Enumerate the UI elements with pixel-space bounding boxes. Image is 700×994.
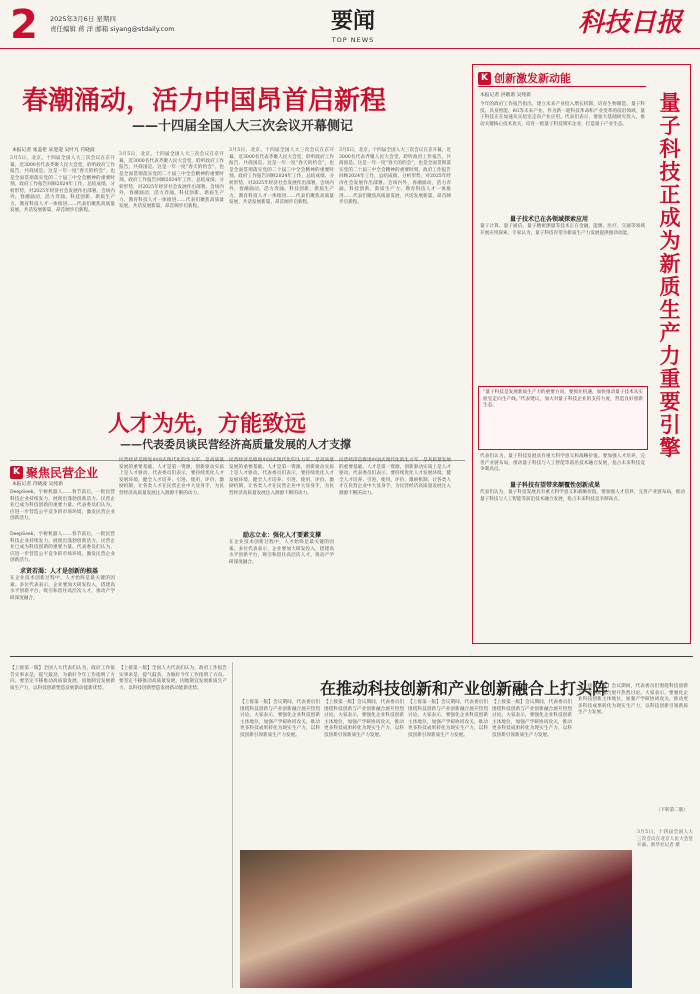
bottom-body-col4: 【上接第一版】会议期间，代表委员们围绕科技创新与产业创新融合展开热烈讨论。大家表示，要强化企业科技创新主体地位，加强产学研协同攻关，推动更多科技成果转化为现实生产力，以科技创新引领新质生产力发展。 [492,700,572,738]
main-byline: 本报记者 张盖伦 宋迎迎 吴叶凡 符晓波 [12,148,95,153]
box-body-1: 今年的政府工作报告指出，建立未来产业投入增长机制，培育生物制造、量子科技、具身智能、6G等未来产业。作为新一轮科技革命和产业变革的前沿领域，量子科技正在加速从实验室走向产业应用。代表们表示，要加大基础研究投入，推动关键核心技术攻关，培育一批量子科技领军企业，打造量子产业生态。 [480,102,645,127]
left-bottom-col1: 【上接第一版】全国人大代表们认为，政府工作报告实事求是、提气鼓劲，为做好今年工作指明了方向。要坚定不移推动高质量发展，因地制宜发展新质生产力，以科技创新塑造发展新动能新优势。 [10,666,115,691]
box-highlight-text: “量子科技是发展新质生产力的重要方向，要抓住机遇，加快推动量子技术从实验室走向生产线。”代表建议，加大对量子科技企业的支持力度，营造良好创新生态。 [483,390,643,408]
focus-byline: 本报记者 符晓波 吴纯新 [12,482,64,487]
main-subheadline: ——十四届全国人大三次会议开幕侧记 [132,119,354,134]
editor-info: 责任编辑 蒋 洋 邮箱 siyang@stdaily.com [50,25,175,33]
focus-body-col4: 民营经济是推进中国式现代化的生力军，是高质量发展的重要基础。人才是第一资源，创新驱动实质上是人才驱动。代表委员们表示，要持续优化人才发展环境，健全人才培养、引进、使用、评价、激励机制，让各类人才在民营企业中大显身手，为民营经济高质量发展注入源源不断的动力。 [339,458,451,496]
session-photo[interactable] [240,850,632,988]
focus-body-col2: 民营经济是推进中国式现代化的生力军，是高质量发展的重要基础。人才是第一资源，创新驱动实质上是人才驱动。代表委员们表示，要持续优化人才发展环境，健全人才培养、引进、使用、评价、激励机制，让各类人才在民营企业中大显身手，为民营经济高质量发展注入源源不断的动力。 [119,458,224,496]
focus-body-col1b: DeepSeek，宇树机器人……春节前后，一批民营科技企业持续发力，展现出蓬勃创新活力。民营企业已成为科技创新的重要力量。代表委员们认为，应进一步营造公平竞争的市场环境，激发民营企业创新活力。 [10,532,115,563]
second-headline[interactable]: 人才为先，方能致远 [108,412,307,437]
page-number: 2 [10,2,38,48]
box-body-3: 代表们认为，量子科技发展具有重大科学意义和战略价值。要加强人才培养，完善产业链布局，推动量子科技与人工智能等前沿技术融合发展，抢占未来科技竞争制高点。 [480,454,645,472]
vertical-headline[interactable]: 量子科技正成为新质生产力重要引擎 [659,91,681,460]
main-body-col1: 3月5日，北京。十四届全国人大三次会议在京开幕，近3000名代表齐聚人民大会堂，聆听政府工作报告，共商国是。这是一年一度“春天的约会”，也是全面贯彻落实党的二十届三中全会精神的重要时刻。政府工作报告回顾2024年工作，总结成绩、分析形势，对2025年经济社会发展作出部署。会场内外，春潮涌动，活力奔涌。科技创新、新质生产力、教育科技人才一体推进……代表们聚焦高质量发展，共话发展新篇，昂首阔步启新程。 [10,156,115,213]
bottom-headline[interactable]: 在推动科技创新和产业创新融合上打头阵 [320,679,609,698]
k-badge-icon: K [10,466,23,479]
main-headline[interactable]: 春潮涌动，活力中国昂首启新程 [22,86,387,116]
box-highlight [478,386,648,450]
photo-caption: 3月5日，十四届全国人大三次会议在北京人民大会堂开幕。新华社记者 摄 [637,830,693,848]
box-section-text: 创新激发新动能 [494,72,571,85]
focus-body-col1c: 在企业技术创新过程中，人才始终是最关键的因素。多位代表表示，企业要加大研发投入，搭建高水平创新平台，吸引和留住高层次人才，推动产学研深度融合。 [10,576,115,601]
k-badge-icon: K [478,72,491,85]
bottom-body-col3: 【上接第一版】会议期间，代表委员们围绕科技创新与产业创新融合展开热烈讨论。大家表示，要强化企业科技创新主体地位，加强产学研协同攻关，推动更多科技成果转化为现实生产力，以科技创新引领新质生产力发展。 [408,700,488,738]
focus-body-col3b: 在企业技术创新过程中，人才始终是最关键的因素。多位代表表示，企业要加大研发投入，搭建高水平创新平台，吸引和留住高层次人才，推动产学研深度融合。 [229,540,334,565]
focus-subheading: 求贤若渴：人才是创新的根基 [20,568,99,575]
continued-note: （下转第二版） [655,808,688,813]
bottom-body-col1: 【上接第一版】会议期间，代表委员们围绕科技创新与产业创新融合展开热烈讨论。大家表示，要强化企业科技创新主体地位，加强产学研协同攻关，推动更多科技成果转化为现实生产力，以科技创新引领新质生产力发展。 [240,700,320,738]
focus-body-col1: DeepSeek，宇树机器人……春节前后，一批民营科技企业持续发力，展现出蓬勃创新活力。民营企业已成为科技创新的重要力量。代表委员们认为，应进一步营造公平竞争的市场环境，激发民营企业创新活力。 [10,490,115,521]
box-body-2: 量子计算、量子通信、量子精密测量等技术正在金融、能源、医疗、交通等领域开展应用探索。专家认为，量子科技有望为新质生产力发展提供强劲动能。 [480,224,645,236]
main-body-col3: 3月5日，北京。十四届全国人大三次会议在京开幕，近3000名代表齐聚人民大会堂，聆听政府工作报告，共商国是。这是一年一度“春天的约会”，也是全面贯彻落实党的二十届三中全会精神的重要时刻。政府工作报告回顾2024年工作，总结成绩、分析形势，对2025年经济社会发展作出部署。会场内外，春潮涌动，活力奔涌。科技创新、新质生产力、教育科技人才一体推进……代表们聚焦高质量发展，共话发展新篇，昂首阔步启新程。 [229,148,334,205]
bottom-divider [10,656,693,657]
box-rule [478,86,646,87]
main-body-col2: 3月5日，北京。十四届全国人大三次会议在京开幕，近3000名代表齐聚人民大会堂，聆听政府工作报告，共商国是。这是一年一度“春天的约会”，也是全面贯彻落实党的二十届三中全会精神的重要时刻。政府工作报告回顾2024年工作，总结成绩、分析形势，对2025年经济社会发展作出部署。会场内外，春潮涌动，活力奔涌。科技创新、新质生产力、教育科技人才一体推进……代表们聚焦高质量发展，共话发展新篇，昂首阔步启新程。 [119,152,224,209]
second-subheadline: ——代表委员谈民营经济高质量发展的人才支撑 [120,438,351,451]
header-meta [50,14,175,34]
section-title: 要闻 [330,8,375,34]
box-body-4: 代表们认为，量子科技发展具有重大科学意义和战略价值。要加强人才培养，完善产业链布局，推动量子科技与人工智能等前沿技术融合发展，抢占未来科技竞争制高点。 [480,490,685,502]
focus-section-label [10,464,98,481]
header-rule [0,48,700,49]
main-body-col4: 3月5日，北京。十四届全国人大三次会议在京开幕，近3000名代表齐聚人民大会堂，聆听政府工作报告，共商国是。这是一年一度“春天的约会”，也是全面贯彻落实党的二十届三中全会精神的重要时刻。政府工作报告回顾2024年工作，总结成绩、分析形势，对2025年经济社会发展作出部署。会场内外，春潮涌动，活力奔涌。科技创新、新质生产力、教育科技人才一体推进……代表们聚焦高质量发展，共话发展新篇，昂首阔步启新程。 [339,148,451,205]
focus-section-text: 聚焦民营企业 [26,466,99,480]
mid-subheading: 励志立业：强化人才要素支撑 [243,532,322,539]
bottom-body-col2: 【上接第一版】会议期间，代表委员们围绕科技创新与产业创新融合展开热烈讨论。大家表示，要强化企业科技创新主体地位，加强产学研协同攻关，推动更多科技成果转化为现实生产力，以科技创新引领新质生产力发展。 [324,700,404,738]
left-bottom-col2: 【上接第一版】全国人大代表们认为，政府工作报告实事求是、提气鼓劲，为做好今年工作指明了方向。要坚定不移推动高质量发展，因地制宜发展新质生产力，以科技创新塑造发展新动能新优势。 [119,666,227,691]
box-subheading-2: 量子科技有望带来颠覆性创新成果 [510,482,601,489]
box-section-label [478,70,571,86]
masthead-logo: 科技日报 [578,8,683,38]
section-title-en: TOP NEWS [331,36,375,44]
bottom-column-rule [232,662,233,988]
issue-date: 2025年3月6日 星期四 [50,15,116,23]
box-subheading-1: 量子技术已在各领域探索应用 [510,216,589,223]
focus-body-col3: 民营经济是推进中国式现代化的生力军，是高质量发展的重要基础。人才是第一资源，创新驱动实质上是人才驱动。代表委员们表示，要持续优化人才发展环境，健全人才培养、引进、使用、评价、激励机制，让各类人才在民营企业中大显身手，为民营经济高质量发展注入源源不断的动力。 [229,458,334,496]
box-byline: 本报记者 洪敬谱 吴纯新 [480,93,532,98]
bottom-body-col5: 【上接第一版】会议期间，代表委员们围绕科技创新与产业创新融合展开热烈讨论。大家表示，要强化企业科技创新主体地位，加强产学研协同攻关，推动更多科技成果转化为现实生产力，以科技创新引领新质生产力发展。 [578,684,688,715]
